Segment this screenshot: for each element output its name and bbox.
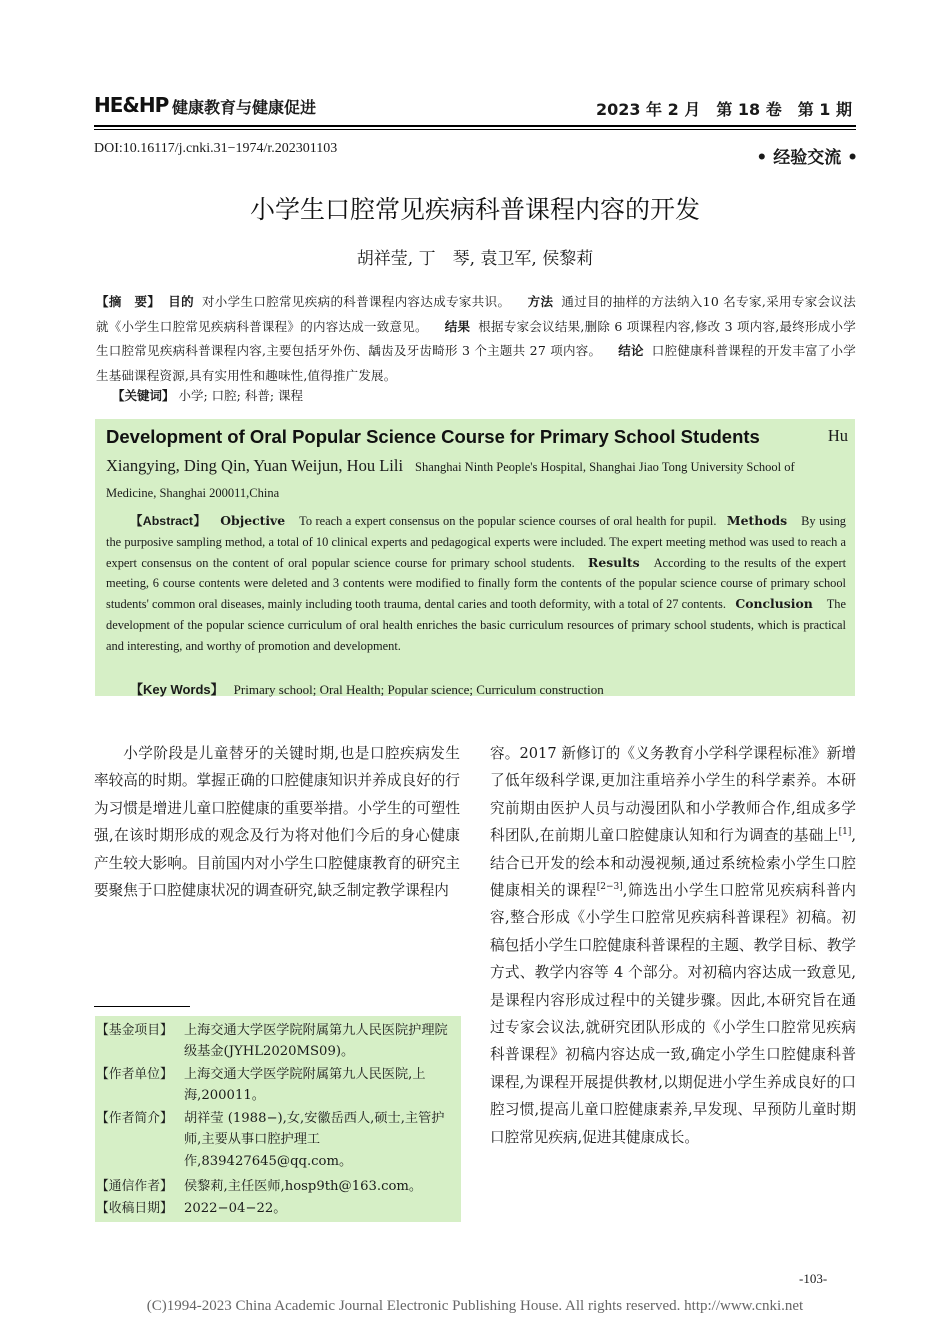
results-text: 根据专家会议结果,删除 6 项课程内容,修改 3 项内容,最终形成小学生口腔常见疾病科普课程内容,主要包括牙外伤、龋齿及牙齿畸形 3 个主题共 27 项内容。 bbox=[96, 318, 856, 358]
paper-title: 小学生口腔常见疾病科普课程内容的开发 bbox=[249, 195, 700, 224]
conclusion-text: 口腔健康科普课程的开发丰富了小学生基础课程资源,具有实用性和趣味性,值得推广发展。 bbox=[96, 343, 857, 383]
footnote-bio bbox=[96, 1108, 460, 1172]
bio-text: 胡祥莹 (1988−),女,安徽岳西人,硕士,主管护师,主要从事口腔护理工作,839427645@qq.com。 bbox=[184, 1111, 445, 1169]
footnote-rule bbox=[94, 1006, 190, 1007]
en-conclusion-text: The development of the popular science curriculum of oral health enriches the basic curriculum resources of primary school students, which is practical and interesting, and worthy of promotion and development. bbox=[106, 597, 846, 653]
chinese-abstract bbox=[96, 290, 856, 388]
journal-logo: HE&HP bbox=[94, 93, 169, 117]
english-keywords bbox=[130, 679, 604, 698]
body-text-c: ,筛选出小学生口腔常见疾病科普内容,整合形成《小学生口腔常见疾病科普课程》初稿。初稿包括小学生口腔健康科普课程的主题、教学目标、教学方式、教学内容等 4 个部分。对初稿内容达成一致意见,是课程内容形成过程中的关键步骤。因此,本研究旨在通过专家会议法,就研究团队形成的《小学生口腔常见疾病科普课程》初稿内容达成一致,确定小学生口腔健康科普课程,为课程开展提供教材,以期促进小学生养成良好的口腔习惯,提高儿童口腔健康素养,早发现、早预防儿童时期口腔常见疾病,促进其健康成长。 bbox=[490, 882, 856, 1146]
fund-text: 上海交通大学医学院附属第九人民医院护理院级基金(JYHL2020MS09)。 bbox=[184, 1023, 448, 1060]
body-paragraph-continued bbox=[490, 740, 856, 1151]
citation-1[interactable]: [1] bbox=[838, 827, 852, 838]
issue-info: 2023 年 2 月 第 18 卷 第 1 期 bbox=[595, 100, 852, 119]
body-text-a: 容。2017 新修订的《义务教育小学科学课程标准》新增了低年级科学课,更加注重培养小学生的科学素养。本研究前期由医护人员与动漫团队和小学教师合作,组成多学科团队,在前期儿童口腔健康认知和行为调查的基础上 bbox=[490, 745, 856, 845]
bio-label: 【作者简介】 bbox=[96, 1111, 173, 1126]
unit-label: 【作者单位】 bbox=[96, 1067, 173, 1082]
methods-text: 通过目的抽样的方法纳入10 名专家,采用专家会议法就《小学生口腔常见疾病科普课程》的内容达成一致意见。 bbox=[96, 294, 856, 334]
en-results-text: According to the results of the expert meeting, 6 course contents were deleted and 3 contents were modified to finally form the contents of the popular science course of primary school students' common oral diseases, mainly including tooth trauma, dental caries and tooth deformity, with a total of 27 contents. bbox=[106, 555, 847, 612]
en-keywords-text: Primary school; Oral Health; Popular science; Curriculum construction bbox=[233, 682, 604, 697]
english-abstract bbox=[106, 511, 846, 657]
en-methods-text: By using the purposive sampling method, a total of 10 clinical experts and pedagogical experts were included. The expert meeting method was used to reach a expert consensus on the content of oral popular science course for primary school students. bbox=[106, 514, 846, 570]
chinese-keywords bbox=[112, 386, 303, 404]
footnote-corr bbox=[96, 1176, 460, 1197]
methods-label: 方法 bbox=[527, 294, 554, 309]
fund-label: 【基金项目】 bbox=[96, 1023, 173, 1038]
citation-2-3[interactable]: [2−3] bbox=[596, 882, 623, 893]
objective-text: 对小学生口腔常见疾病的科普课程内容达成专家共识。 bbox=[201, 294, 511, 309]
keywords-text: 小学; 口腔; 科普; 课程 bbox=[178, 388, 304, 403]
keywords-label: 【关键词】 bbox=[112, 388, 175, 403]
body-right-column bbox=[490, 740, 856, 1151]
journal-name: 健康教育与健康促进 bbox=[172, 98, 317, 117]
section-label: • 经验交流 • bbox=[756, 148, 858, 168]
abstract-label: 【摘 要】 bbox=[96, 294, 161, 309]
footnote-unit bbox=[96, 1064, 460, 1107]
english-title-line bbox=[106, 426, 848, 448]
english-title: Development of Oral Popular Science Course for Primary School Students bbox=[106, 426, 760, 447]
header-rule-thin bbox=[94, 129, 856, 130]
body-text-b: ,结合已开发的绘本和动漫视频,通过系统检索小学生口腔健康相关的课程 bbox=[490, 827, 856, 900]
corr-label: 【通信作者】 bbox=[96, 1179, 173, 1194]
date-label: 【收稿日期】 bbox=[96, 1201, 173, 1216]
english-affiliation: Medicine, Shanghai 200011,China bbox=[106, 486, 280, 500]
en-keywords-label: 【Key Words】 bbox=[130, 682, 224, 697]
objective-label: 目的 bbox=[168, 294, 194, 309]
footnote-fund bbox=[96, 1020, 460, 1063]
en-objective-label: Objective bbox=[220, 513, 286, 528]
header-rule bbox=[94, 125, 856, 127]
en-conclusion-label: Conclusion bbox=[735, 596, 813, 612]
english-institution: Shanghai Ninth People's Hospital, Shanghai Jiao Tong University School of bbox=[415, 460, 795, 474]
en-results-label: Results bbox=[588, 554, 640, 570]
copyright-footer: (C)1994-2023 China Academic Journal Electronic Publishing House. All rights reserved. http://www.cnki.net bbox=[146, 1298, 804, 1314]
english-authors-line bbox=[106, 456, 848, 476]
footnote-date bbox=[96, 1198, 460, 1219]
unit-text: 上海交通大学医学院附属第九人民医院,上海,200011。 bbox=[184, 1067, 426, 1104]
author-list: 胡祥莹, 丁 琴, 袁卫军, 侯黎莉 bbox=[356, 249, 594, 269]
en-abstract-label: 【Abstract】 bbox=[130, 514, 207, 528]
body-left-column bbox=[94, 740, 460, 904]
results-label: 结果 bbox=[444, 318, 471, 334]
corr-text: 侯黎莉,主任医师,hosp9th@163.com。 bbox=[184, 1179, 423, 1194]
body-paragraph: 小学阶段是儿童替牙的关键时期,也是口腔疾病发生率较高的时期。掌握正确的口腔健康知识并养成良好的行为习惯是增进儿童口腔健康的重要举措。小学生的可塑性强,在该时期形成的观念及行为将对他们今后的身心健康产生较大影响。目前国内对小学生口腔健康教育的研究主要聚焦于口腔健康状况的调查研究,缺乏制定教学课程内 bbox=[94, 745, 460, 900]
page-number: -103- bbox=[799, 1271, 828, 1286]
english-authors: Xiangying, Ding Qin, Yuan Weijun, Hou Lili bbox=[106, 456, 404, 475]
en-objective-text: To reach a expert consensus on the popular science courses of oral health for pupil. bbox=[299, 514, 717, 528]
date-text: 2022−04−22。 bbox=[184, 1201, 287, 1216]
conclusion-label: 结论 bbox=[618, 343, 644, 358]
english-author-first: Hu bbox=[827, 426, 848, 445]
doi: DOI:10.16117/j.cnki.31−1974/r.202301103 bbox=[94, 141, 338, 156]
en-methods-label: Methods bbox=[726, 513, 788, 528]
